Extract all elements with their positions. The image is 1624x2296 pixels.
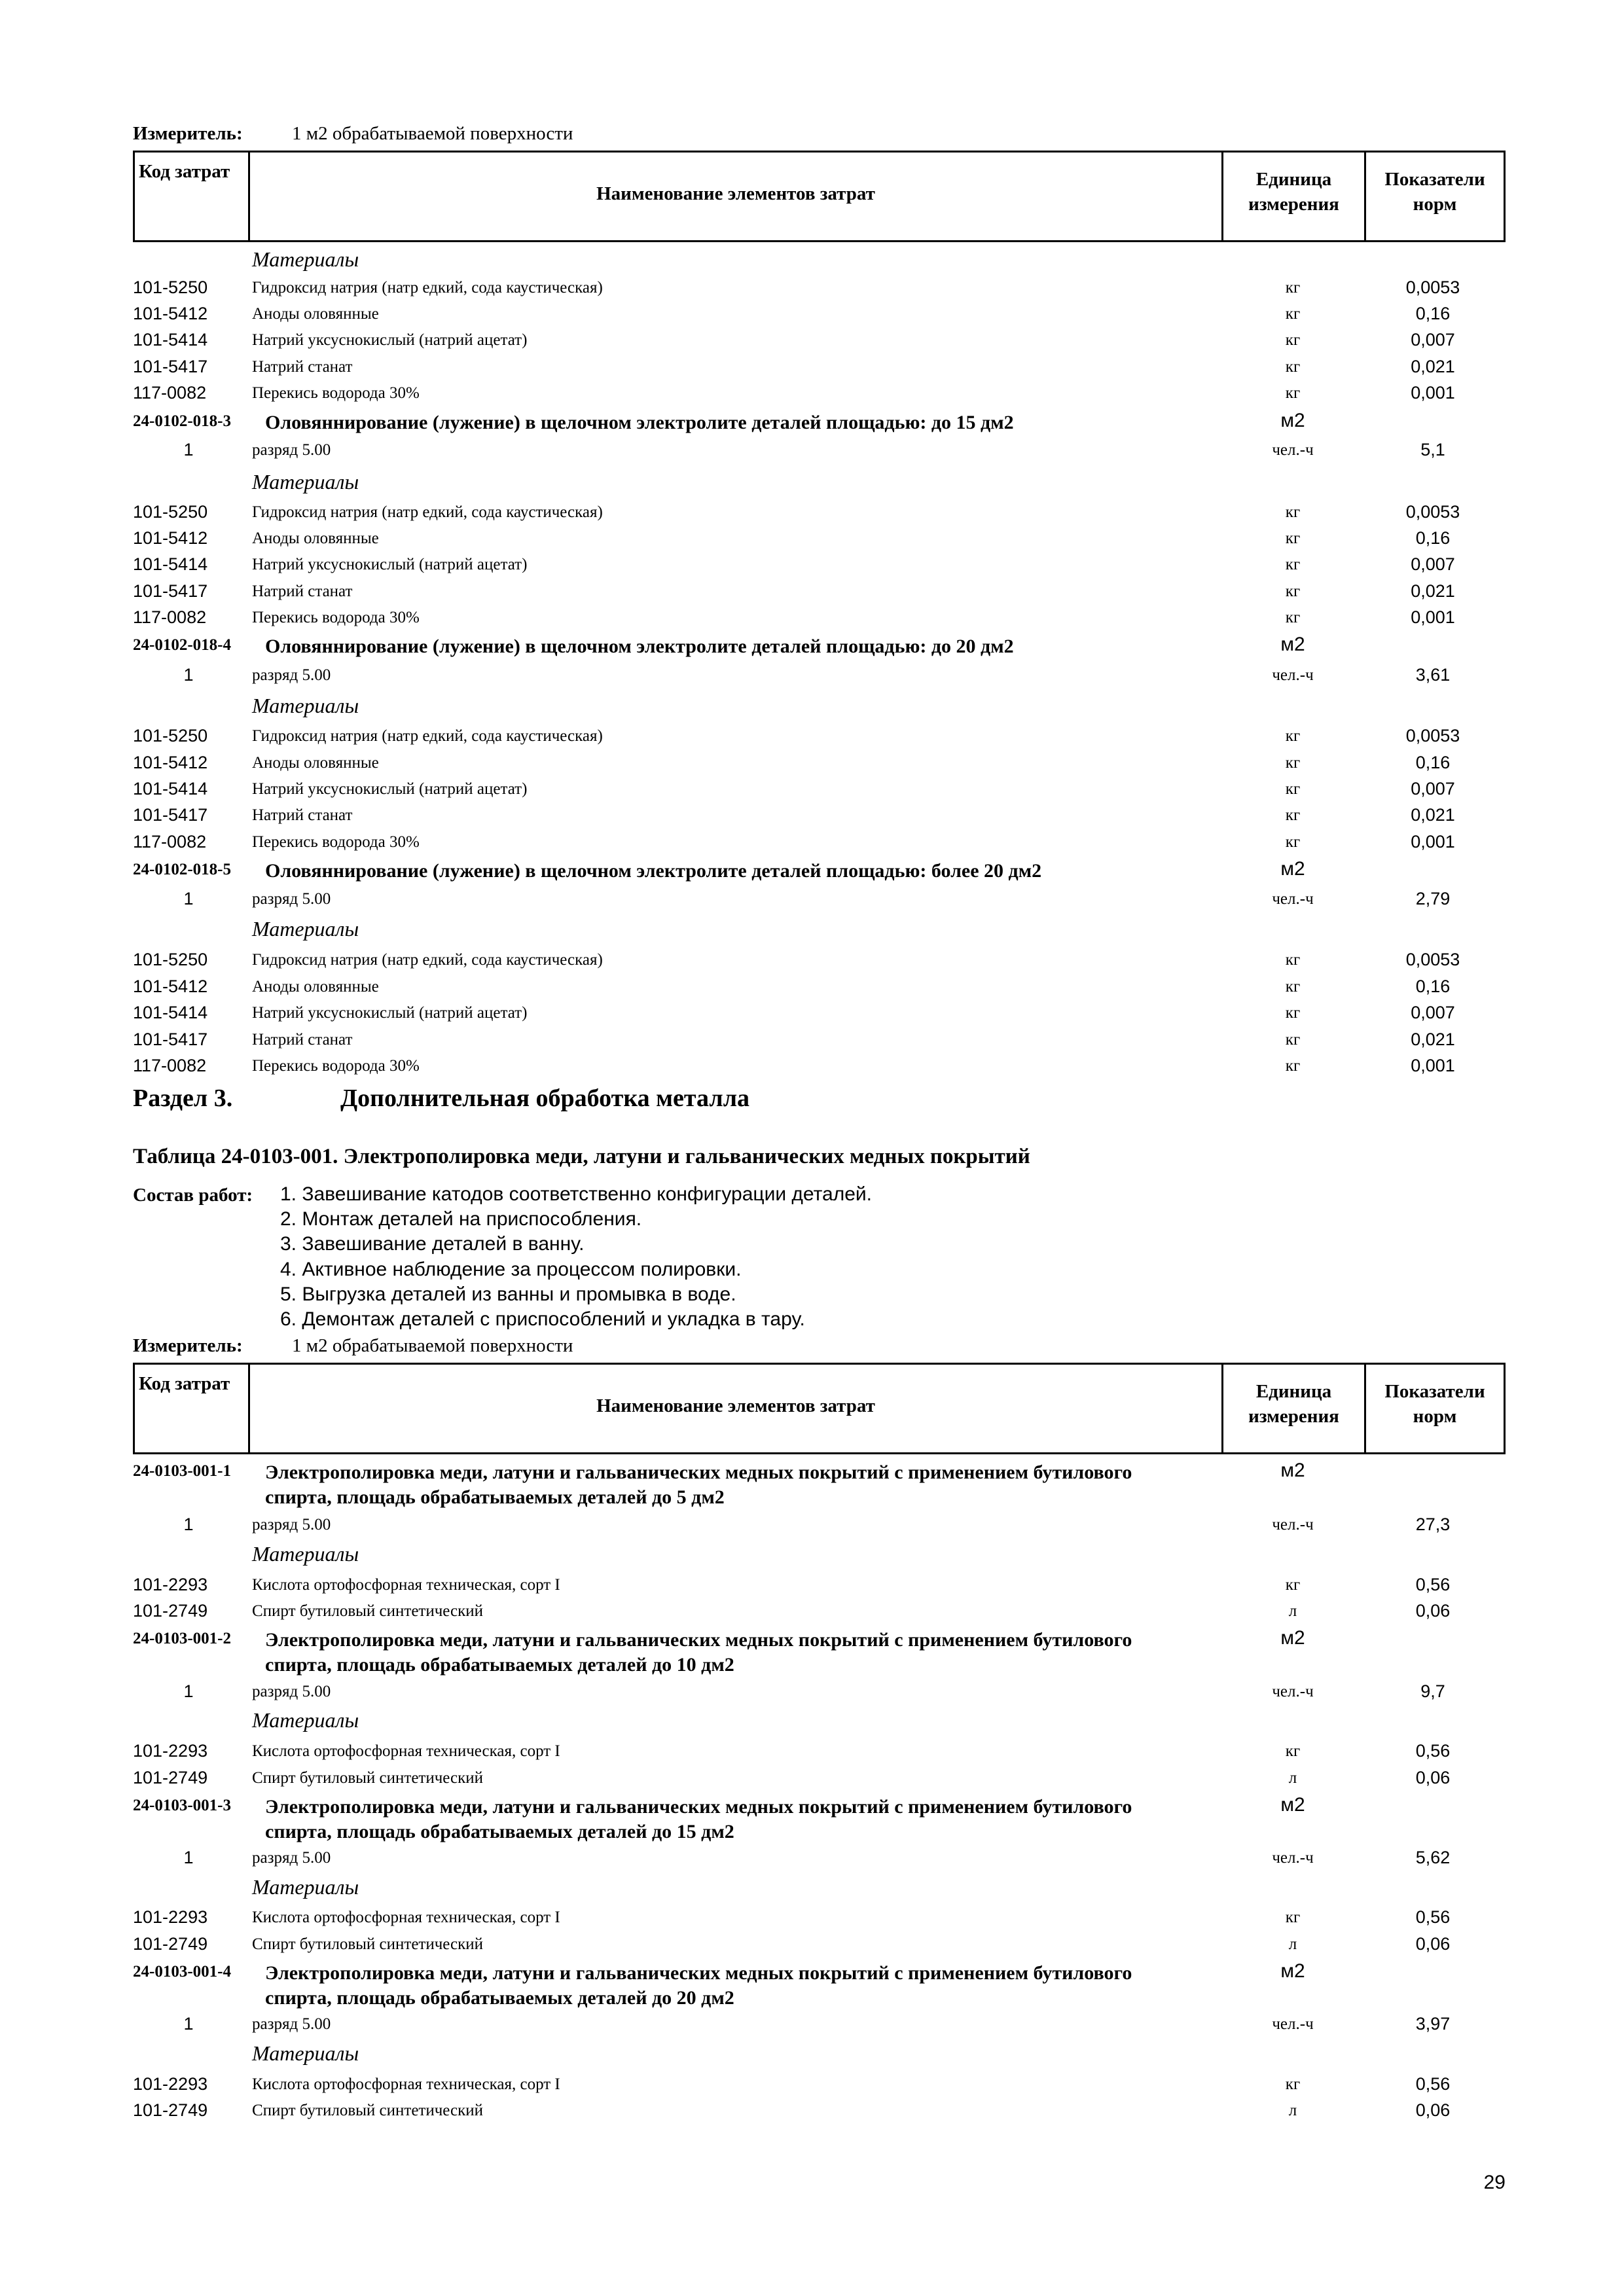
work-item: 1. Завешивание катодов соответственно конфигурации деталей.	[280, 1183, 872, 1205]
table-row: 101-2293 Кислота ортофосфорная техническая, сорт I кг 0,56	[133, 1907, 1451, 1927]
table-row: 101-5414 Натрий уксуснокислый (натрий ацетат) кг 0,007	[133, 554, 1455, 574]
labor-row: 1 разряд 5.00 чел.-ч 2,79	[183, 889, 1451, 908]
materials-heading: Материалы	[252, 1708, 359, 1732]
labor-row: 1 разряд 5.00 чел.-ч 27,3	[183, 1515, 1451, 1534]
measure-label: Измеритель:	[133, 123, 243, 144]
page-number: 29	[1483, 2172, 1506, 2193]
materials-heading: Материалы	[252, 1542, 359, 1566]
table-row: 117-0082 Перекись водорода 30% кг 0,001	[133, 383, 1455, 403]
header-code: Код затрат	[135, 1365, 250, 1452]
header-unit: Единица измерения	[1223, 152, 1366, 240]
table-row: 101-5412 Аноды оловянные кг 0,16	[133, 753, 1451, 772]
measure-line	[133, 123, 1377, 149]
header-code: Код затрат	[135, 152, 250, 240]
section-title: Дополнительная обработка металла	[340, 1085, 750, 1112]
table-row: 101-2749 Спирт бутиловый синтетический л 0,06	[133, 1934, 1451, 1954]
measure-value: 1 м2 обрабатываемой поверхности	[292, 123, 573, 144]
table-row: 101-5414 Натрий уксуснокислый (натрий ацетат) кг 0,007	[133, 1003, 1455, 1022]
table-row: 101-2749 Спирт бутиловый синтетический л 0,06	[133, 2100, 1451, 2120]
work-item: 3. Завешивание деталей в ванну.	[280, 1233, 585, 1255]
position-row-cont: спирта, площадь обрабатываемых деталей до 5 дм2	[265, 1486, 725, 1508]
table-row: 101-5417 Натрий станат кг 0,021	[133, 805, 1455, 825]
table-row: 101-5417 Натрий станат кг 0,021	[133, 1030, 1455, 1049]
header-name: Наименование элементов затрат	[250, 152, 1223, 240]
measure-label: Измеритель:	[133, 1335, 243, 1356]
table-row: 101-2749 Спирт бутиловый синтетический л 0,06	[133, 1601, 1451, 1621]
labor-row: 1 разряд 5.00 чел.-ч 3,61	[183, 665, 1451, 685]
position-row: 24-0103-001-2 Электрополировка меди, латуни и гальванических медных покрытий с применением бутилового м2	[133, 1627, 1305, 1651]
position-row: 24-0103-001-4 Электрополировка меди, латуни и гальванических медных покрытий с применением бутилового м2	[133, 1960, 1305, 1984]
materials-heading: Материалы	[252, 917, 359, 941]
table-title: Таблица 24-0103-001. Электрополировка меди, латуни и гальванических медных покрытий	[133, 1145, 1030, 1168]
table-row: 101-2293 Кислота ортофосфорная техническая, сорт I кг 0,56	[133, 2074, 1451, 2094]
work-item: 4. Активное наблюдение за процессом полировки.	[280, 1259, 742, 1280]
table-row: 101-5414 Натрий уксуснокислый (натрий ацетат) кг 0,007	[133, 330, 1455, 350]
table-row: 117-0082 Перекись водорода 30% кг 0,001	[133, 832, 1455, 852]
header-norm: Показатели норм	[1384, 169, 1485, 215]
work-item: 5. Выгрузка деталей из ванны и промывка в воде.	[280, 1283, 736, 1305]
table-row: 117-0082 Перекись водорода 30% кг 0,001	[133, 1056, 1455, 1075]
labor-row: 1 разряд 5.00 чел.-ч 9,7	[183, 1681, 1445, 1701]
materials-heading: Материалы	[252, 247, 359, 271]
position-row: 24-0102-018-4 Оловяннирование (лужение) в щелочном электролите деталей площадью: до 20 дм2 м2	[133, 634, 1305, 657]
measure-value: 1 м2 обрабатываемой поверхности	[292, 1335, 573, 1356]
position-row: 24-0103-001-1 Электрополировка меди, латуни и гальванических медных покрытий с применением бутилового м2	[133, 1460, 1305, 1483]
work-composition-label: Состав работ:	[133, 1185, 253, 1206]
position-row-cont: спирта, площадь обрабатываемых деталей до 15 дм2	[265, 1821, 734, 1842]
table-row: 101-5250 Гидроксид натрия (натр едкий, сода каустическая) кг 0,0053	[133, 278, 1460, 297]
position-row-cont: спирта, площадь обрабатываемых деталей до 20 дм2	[265, 1987, 734, 2009]
table-row: 101-5417 Натрий станат кг 0,021	[133, 581, 1455, 601]
table-row: 101-2293 Кислота ортофосфорная техническая, сорт I кг 0,56	[133, 1741, 1451, 1761]
table-row: 101-2293 Кислота ортофосфорная техническая, сорт I кг 0,56	[133, 1575, 1451, 1594]
materials-heading: Материалы	[252, 694, 359, 717]
table-header	[133, 151, 1506, 242]
labor-row: 1 разряд 5.00 чел.-ч 5,1	[183, 440, 1445, 459]
table-row: 101-5250 Гидроксид натрия (натр едкий, сода каустическая) кг 0,0053	[133, 502, 1460, 522]
work-item: 2. Монтаж деталей на приспособления.	[280, 1208, 642, 1230]
table-row: 101-5412 Аноды оловянные кг 0,16	[133, 977, 1451, 996]
table-row: 101-5417 Натрий станат кг 0,021	[133, 357, 1455, 376]
table-row: 101-5412 Аноды оловянные кг 0,16	[133, 304, 1451, 323]
measure-line	[133, 1335, 1377, 1361]
table-header	[133, 1363, 1506, 1454]
table-row: 101-5250 Гидроксид натрия (натр едкий, сода каустическая) кг 0,0053	[133, 950, 1460, 969]
work-item: 6. Демонтаж деталей с приспособлений и укладка в тару.	[280, 1308, 805, 1330]
materials-heading: Материалы	[252, 470, 359, 493]
table-row: 101-5412 Аноды оловянные кг 0,16	[133, 528, 1451, 548]
header-norm: Показатели норм	[1384, 1381, 1485, 1427]
materials-heading: Материалы	[252, 1875, 359, 1899]
header-name: Наименование элементов затрат	[250, 1365, 1223, 1452]
labor-row: 1 разряд 5.00 чел.-ч 3,97	[183, 2014, 1451, 2034]
materials-heading: Материалы	[252, 2041, 359, 2065]
position-row: 24-0102-018-5 Оловяннирование (лужение) в щелочном электролите деталей площадью: более 20 дм2 м2	[133, 858, 1305, 882]
section-number: Раздел 3.	[133, 1085, 233, 1112]
labor-row: 1 разряд 5.00 чел.-ч 5,62	[183, 1848, 1451, 1867]
position-row-cont: спирта, площадь обрабатываемых деталей до 10 дм2	[265, 1654, 734, 1676]
table-row: 101-5250 Гидроксид натрия (натр едкий, сода каустическая) кг 0,0053	[133, 726, 1460, 745]
position-row: 24-0103-001-3 Электрополировка меди, латуни и гальванических медных покрытий с применением бутилового м2	[133, 1794, 1305, 1818]
table-row: 117-0082 Перекись водорода 30% кг 0,001	[133, 607, 1455, 627]
position-row: 24-0102-018-3 Оловяннирование (лужение) в щелочном электролите деталей площадью: до 15 дм2 м2	[133, 410, 1305, 433]
table-row: 101-5414 Натрий уксуснокислый (натрий ацетат) кг 0,007	[133, 779, 1455, 798]
section-heading	[133, 1084, 1115, 1117]
header-unit: Единица измерения	[1223, 1365, 1366, 1452]
work-composition	[133, 1185, 1311, 1335]
table-row: 101-2749 Спирт бутиловый синтетический л 0,06	[133, 1768, 1451, 1787]
